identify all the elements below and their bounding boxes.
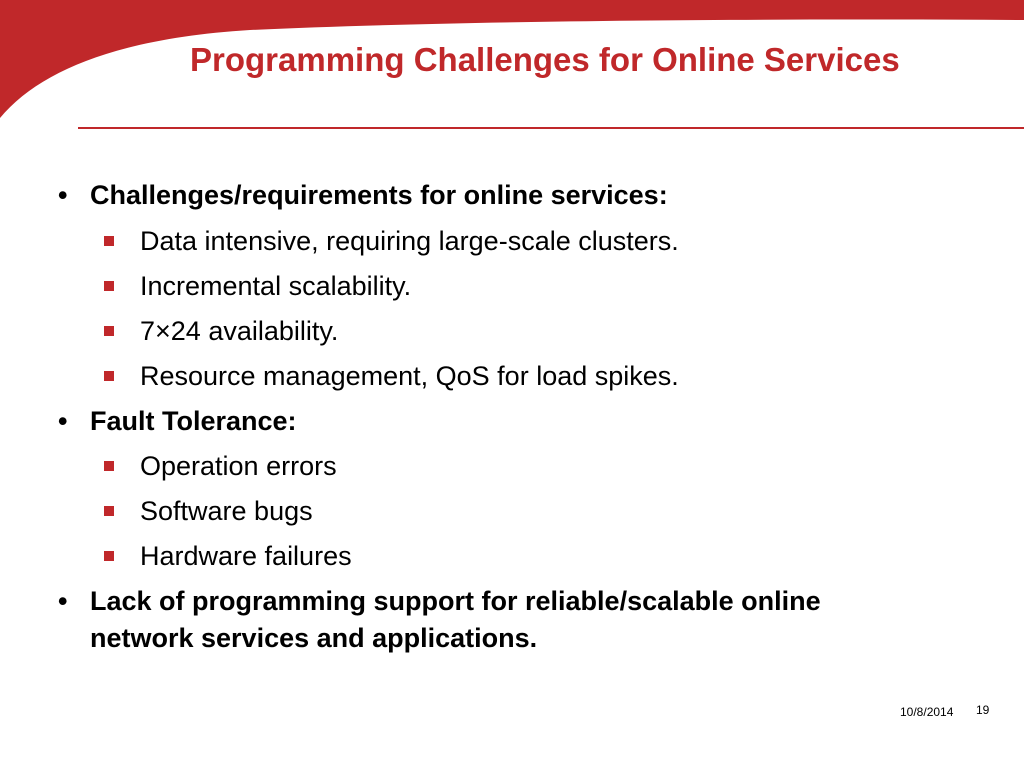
square-bullet-icon	[104, 371, 114, 381]
sub-bullet-text: 7×24 availability.	[140, 316, 339, 346]
square-bullet-icon	[104, 281, 114, 291]
bullet-text: Fault Tolerance:	[90, 406, 297, 436]
sub-bullet-text: Resource management, QoS for load spikes.	[140, 361, 679, 391]
square-bullet-icon	[104, 551, 114, 561]
bullet-dot: •	[58, 180, 68, 210]
bullet-text: Lack of programming support for reliable/scalable online network services and applications.	[90, 586, 821, 653]
sub-bullet-text: Incremental scalability.	[140, 271, 412, 301]
slide-number: 19	[976, 703, 990, 717]
square-bullet-icon	[104, 461, 114, 471]
bullet-dot: •	[58, 586, 68, 616]
bullet-dot: •	[58, 406, 68, 436]
sub-bullet-text: Software bugs	[140, 496, 313, 526]
slide-title: Programming Challenges for Online Services	[190, 41, 900, 78]
title-underline	[78, 127, 1024, 129]
footer-date: 10/8/2014	[900, 705, 954, 719]
bullet-text: Challenges/requirements for online services:	[90, 180, 668, 210]
square-bullet-icon	[104, 506, 114, 516]
sub-bullet-text: Data intensive, requiring large-scale clusters.	[140, 226, 679, 256]
square-bullet-icon	[104, 236, 114, 246]
sub-bullet-text: Hardware failures	[140, 541, 352, 571]
sub-bullet-text: Operation errors	[140, 451, 337, 481]
square-bullet-icon	[104, 326, 114, 336]
